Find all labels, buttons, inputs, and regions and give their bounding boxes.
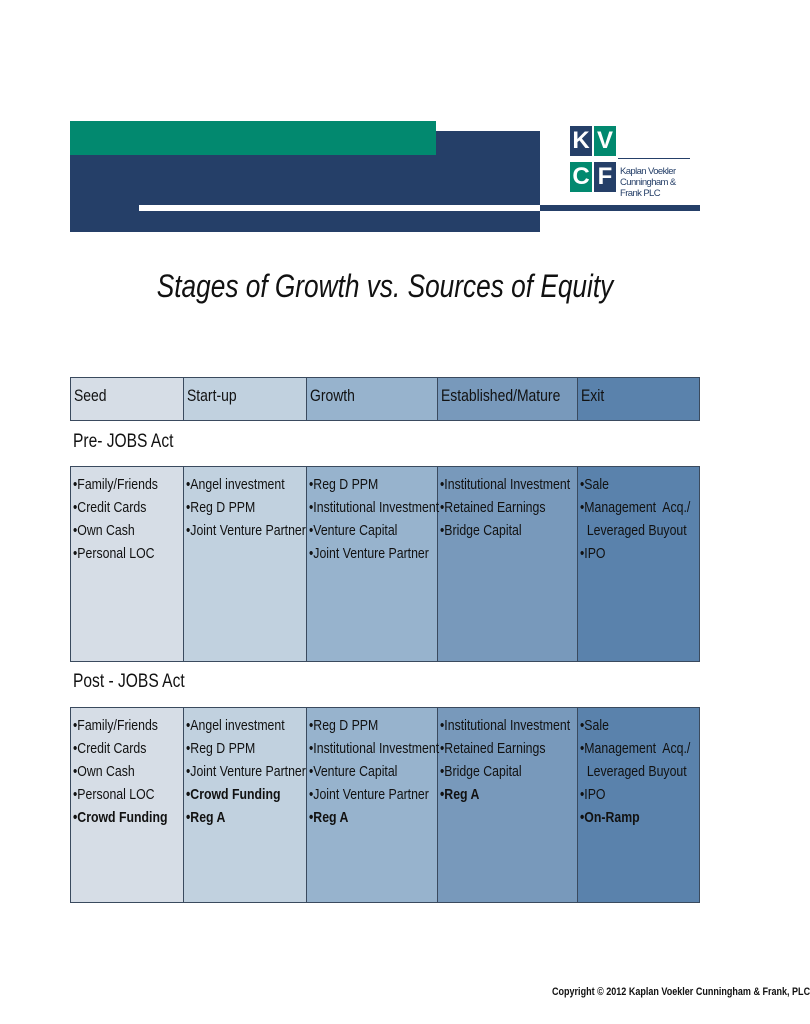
list-item-text: •Angel investment <box>186 717 285 734</box>
post-cell-growth <box>306 707 440 903</box>
list-item-text: •Credit Cards <box>73 740 147 757</box>
header-banner <box>0 0 770 240</box>
column-header-exit <box>577 377 700 421</box>
list-item <box>440 760 577 783</box>
column-header-growth <box>306 377 437 421</box>
section-label-text: Pre- JOBS Act <box>73 431 174 452</box>
banner-white-line <box>139 205 540 211</box>
pre-jobs-act-label <box>73 431 195 453</box>
list-item-text: •Crowd Funding <box>73 809 168 826</box>
list-item-text: •Joint Venture Partner <box>186 522 306 539</box>
list-item <box>440 519 577 542</box>
logo-letter-k: K <box>570 126 592 156</box>
list-item-text: •Own Cash <box>73 522 135 539</box>
list-item-text: •IPO <box>580 786 606 803</box>
list-item <box>186 473 306 496</box>
list-item-text: •Crowd Funding <box>186 786 281 803</box>
list-item-text: •Personal LOC <box>73 545 155 562</box>
list-item <box>580 496 699 519</box>
list-item-text: •Reg A <box>186 809 226 826</box>
list-item <box>580 760 699 783</box>
list-item <box>580 473 699 496</box>
list-item-text: •Venture Capital <box>309 763 398 780</box>
list-item-text: •Institutional Investment <box>309 740 440 757</box>
list-item-text: •Reg D PPM <box>186 740 256 757</box>
pre-cell-startup <box>183 466 306 662</box>
pre-cell-established <box>437 466 577 662</box>
list-item <box>440 783 577 806</box>
list-item-text: •Bridge Capital <box>440 522 522 539</box>
list-item <box>73 760 183 783</box>
list-item-text: •On-Ramp <box>580 809 640 826</box>
column-header-label: Growth <box>310 386 355 405</box>
column-header-established <box>437 377 577 421</box>
list-item-text: •Institutional Investment <box>440 476 571 493</box>
list-item <box>580 519 699 542</box>
list-item <box>580 806 699 829</box>
post-cell-startup <box>183 707 306 903</box>
list-item-text: •Credit Cards <box>73 499 147 516</box>
list-item <box>309 542 437 565</box>
list-item-text: •Own Cash <box>73 763 135 780</box>
list-item-text: •Institutional Investment <box>440 717 571 734</box>
list-item <box>580 714 699 737</box>
list-item <box>309 473 437 496</box>
list-item-text: •Joint Venture Partner <box>309 545 429 562</box>
list-item-text: •Reg D PPM <box>309 717 379 734</box>
list-item <box>580 783 699 806</box>
logo-rule <box>618 158 690 159</box>
list-item-text: •IPO <box>580 545 606 562</box>
list-item-text: •Reg A <box>440 786 480 803</box>
list-item-text: •Personal LOC <box>73 786 155 803</box>
list-item-text: •Angel investment <box>186 476 285 493</box>
list-item <box>73 714 183 737</box>
post-jobs-act-label <box>73 671 209 693</box>
post-cell-exit <box>577 707 700 903</box>
list-item-text: •Family/Friends <box>73 717 158 734</box>
logo-letter-c: C <box>570 162 592 192</box>
list-item-text: •Family/Friends <box>73 476 158 493</box>
list-item <box>580 737 699 760</box>
list-item-text: •Management Acq./ <box>580 499 691 516</box>
list-item <box>73 783 183 806</box>
list-item-text: •Venture Capital <box>309 522 398 539</box>
logo-firm-name <box>620 166 695 199</box>
list-item <box>309 496 440 519</box>
list-item <box>73 519 183 542</box>
list-item <box>440 473 577 496</box>
list-item-text: •Sale <box>580 717 609 734</box>
list-item-text: •Reg A <box>309 809 349 826</box>
pre-cell-exit <box>577 466 700 662</box>
column-header-label: Exit <box>581 386 605 405</box>
list-item <box>73 542 183 565</box>
list-item <box>186 760 306 783</box>
list-item <box>186 714 306 737</box>
pre-cell-growth <box>306 466 440 662</box>
list-item <box>186 519 306 542</box>
banner-teal-bar <box>70 121 436 155</box>
list-item-text: •Reg D PPM <box>186 499 256 516</box>
list-item-text: •Joint Venture Partner <box>186 763 306 780</box>
pre-jobs-act-row <box>70 466 700 662</box>
post-jobs-act-row <box>70 707 700 903</box>
list-item <box>73 806 183 829</box>
list-item <box>309 806 437 829</box>
column-header-startup <box>183 377 306 421</box>
list-item-text: •Joint Venture Partner <box>309 786 429 803</box>
list-item-text: •Bridge Capital <box>440 763 522 780</box>
column-header-label: Established/Mature <box>441 386 561 405</box>
list-item-text: •Retained Earnings <box>440 740 546 757</box>
list-item <box>186 783 306 806</box>
column-header-label: Seed <box>74 386 107 405</box>
logo-letter-v: V <box>594 126 616 156</box>
list-item-text: •Retained Earnings <box>440 499 546 516</box>
list-item <box>186 496 306 519</box>
list-item <box>73 473 183 496</box>
kvcf-logo <box>568 122 693 200</box>
list-item <box>73 496 183 519</box>
list-item <box>309 737 440 760</box>
list-item <box>73 737 183 760</box>
logo-line-2: Cunningham & Frank PLC <box>620 177 676 199</box>
post-cell-established <box>437 707 577 903</box>
list-item <box>186 737 306 760</box>
pre-cell-seed <box>70 466 183 662</box>
list-item <box>309 714 437 737</box>
column-header-label: Start-up <box>187 386 237 405</box>
list-item-text: •Institutional Investment <box>309 499 440 516</box>
page-title: Stages of Growth vs. Sources of Equity <box>156 268 614 304</box>
list-item-text: Leveraged Buyout <box>580 522 687 539</box>
list-item-text: •Management Acq./ <box>580 740 691 757</box>
column-header-row <box>70 377 700 421</box>
list-item <box>309 519 437 542</box>
list-item-text: •Sale <box>580 476 609 493</box>
list-item <box>186 806 306 829</box>
list-item <box>309 760 437 783</box>
banner-navy-line <box>540 205 700 211</box>
section-label-text: Post - JOBS Act <box>73 671 185 692</box>
list-item <box>440 496 577 519</box>
list-item-text: •Reg D PPM <box>309 476 379 493</box>
column-header-seed <box>70 377 183 421</box>
copyright-notice: Copyright © 2012 Kaplan Voekler Cunningham & Frank, PLC <box>552 986 810 998</box>
list-item <box>440 737 577 760</box>
post-cell-seed <box>70 707 183 903</box>
logo-line-1: Kaplan Voekler <box>620 166 676 177</box>
list-item <box>580 542 699 565</box>
list-item <box>309 783 437 806</box>
list-item <box>440 714 577 737</box>
list-item-text: Leveraged Buyout <box>580 763 687 780</box>
logo-letter-f: F <box>594 162 616 192</box>
